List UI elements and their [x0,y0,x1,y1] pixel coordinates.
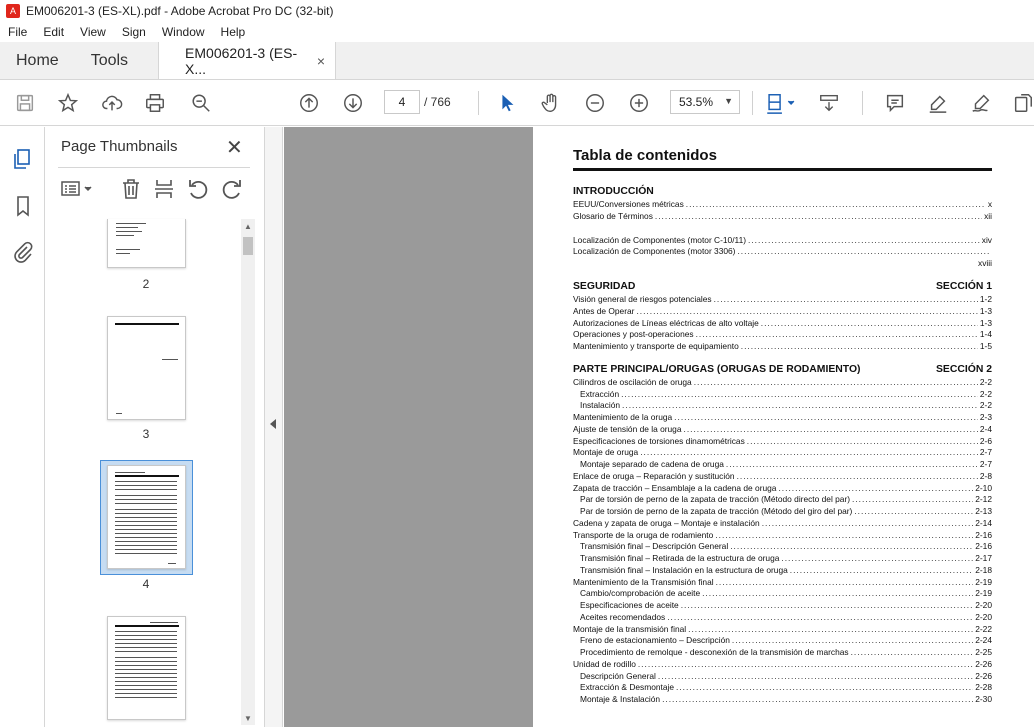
toc-leader-dots [696,329,978,339]
hand-icon[interactable] [538,90,564,116]
thumbnail-label-2: 2 [142,277,150,291]
toc-leader-dots [748,235,980,245]
toc-entry-text: Montaje de la transmisión final [573,623,687,634]
toc-entry[interactable] [573,671,992,683]
toc-page-number: 2-16 [975,541,992,552]
toc-entry[interactable] [573,494,992,506]
toc-entry[interactable] [573,600,992,612]
thumbnail-label-4: 4 [142,577,150,591]
toc-leader-dots [854,506,973,516]
toc-leader-dots [716,577,974,587]
toc-entry-text: Glosario de Términos [573,210,653,221]
zoom-level-select[interactable] [670,90,740,114]
toc-leader-dots [781,553,973,563]
thumbnails-scrollbar[interactable] [241,219,255,725]
menu-view[interactable]: View [80,25,106,39]
toc-page-number: 2-3 [979,412,992,422]
close-icon[interactable]: ✕ [226,137,243,159]
toc-page-number: 2-28 [975,682,992,693]
toc-heading-text: PARTE PRINCIPAL/ORUGAS (ORUGAS DE RODAMIENTO) [573,363,861,375]
toc-entry-page-continuation [573,258,992,270]
toc-entry-text: Procedimiento de remolque - desconexión de la transmisión de marchas [580,647,849,657]
toolbar-separator [862,91,863,115]
toc-entry[interactable] [573,436,992,448]
menu-bar [0,22,1034,42]
toc-leader-dots [715,530,973,540]
toc-leader-dots [737,471,978,481]
toc-entry[interactable] [573,412,992,424]
toc-leader-dots [778,483,973,493]
toc-page-number: 2-6 [979,435,992,446]
toc-entry[interactable] [573,541,992,553]
toc-entry[interactable] [573,318,992,330]
toc-entry-text: Par de torsión de perno de la zapata de tracción (Método directo del par) [580,494,851,505]
highlight-icon[interactable] [925,90,951,116]
tab-close-icon[interactable]: × [316,52,326,69]
sign-icon[interactable] [968,90,994,116]
toc-leader-dots [761,318,978,328]
toc-leader-dots [747,436,978,446]
toc-entry-text: Descripción General [580,670,656,681]
menu-help[interactable]: Help [220,25,246,39]
window-title: EM006201-3 (ES-XL).pdf - Adobe Acrobat Pro DC (32-bit) [26,4,334,18]
extract-pages-icon[interactable] [152,177,178,203]
toc-leader-dots [667,612,973,622]
toc-page-number: 2-20 [975,600,992,610]
toc-page-number: xii [984,210,992,221]
menu-window[interactable]: Window [161,25,205,39]
toc-leader-dots [737,246,990,256]
toc-page-number: 2-7 [979,447,992,458]
rotate-left-icon[interactable] [186,177,212,203]
toc-entry[interactable] [573,518,992,530]
toc-entry-text: EEUU/Conversiones métricas [573,199,684,209]
toc-entry[interactable] [573,483,992,495]
toc-entry-text: Mantenimiento y transporte de equipamiento [573,341,739,351]
toc-entry-text: Freno de estacionamiento – Descripción [580,635,730,646]
toc-page-number: 1-2 [979,294,992,304]
toc-page-number: 2-2 [979,388,992,399]
toc-entry[interactable] [573,377,992,389]
toc-entry-text: Zapata de tracción – Ensamblaje a la cadena de oruga [573,482,777,493]
title-bar [0,0,1034,22]
toolbar-separator [752,91,753,115]
toc-entry-text: Especificaciones de aceite [580,600,679,610]
toc-entry[interactable] [573,624,992,636]
toc-entry[interactable] [573,306,992,318]
chevron-left-icon [270,419,276,429]
panel-title: Page Thumbnails [61,138,178,155]
prev-page-icon[interactable] [296,90,322,116]
acrobat-logo-icon: A [6,4,20,18]
toc-entry[interactable] [573,199,992,211]
page-total-label: / 766 [424,95,451,109]
toc-entry-text: Operaciones y post-operaciones [573,329,694,340]
toc-leader-dots [732,635,973,645]
toc-page-number: 2-30 [975,694,992,704]
toc-page-number: 1-3 [979,317,992,328]
toc-section-number: SECCIÓN 2 [935,363,992,375]
toc-page-number: 2-25 [975,647,992,657]
toolbar-separator [478,91,479,115]
menu-edit[interactable]: Edit [43,25,65,39]
toc-entry[interactable] [573,294,992,306]
star-icon[interactable] [55,90,81,116]
toc-entry[interactable] [573,530,992,542]
panel-collapse-handle[interactable] [264,127,283,727]
page-number-input[interactable]: 4 [384,90,420,114]
toc-entry[interactable] [573,341,992,353]
toc-leader-dots [702,588,973,598]
thumbnail-page-3[interactable] [107,316,186,420]
tab-home[interactable]: Home [16,51,59,69]
toc-leader-dots [681,600,974,610]
toc-heading-text: INTRODUCCIÓN [573,186,654,197]
toc-entry-text: Transporte de la oruga de rodamiento [573,529,714,540]
thumbnail-page-2[interactable] [107,219,186,268]
thumbnail-page-4[interactable] [107,465,186,569]
toc-entry[interactable] [573,647,992,659]
toc-entry[interactable] [573,246,992,258]
toc-leader-dots [636,306,977,316]
scroll-up-icon[interactable]: ▲ [244,222,252,231]
scroll-mode-icon[interactable] [816,90,842,116]
toc-page-number: 2-8 [979,470,992,481]
tab-bar [0,42,1034,80]
toc-leader-dots [694,377,978,387]
tab-document[interactable] [158,42,336,79]
toc-entry-text: Unidad de rodillo [573,658,636,669]
chevron-down-icon: ▼ [724,96,733,106]
toc-page-number: 2-26 [975,670,992,681]
toc-entry[interactable] [573,612,992,624]
rotate-right-icon[interactable] [220,177,246,203]
toc-leader-dots [674,412,978,422]
delete-icon[interactable] [119,177,145,203]
toc-page-number: 2-24 [975,635,992,646]
toc-page-number: 2-2 [979,376,992,387]
toc-page-number: 2-19 [975,588,992,599]
thumbnail-options-icon[interactable] [60,177,96,203]
comment-icon[interactable] [882,90,908,116]
toc-entry[interactable] [573,682,992,694]
toc-entry[interactable] [573,471,992,483]
toc-entry[interactable] [573,694,992,706]
toc-section-heading [573,364,992,376]
toc-leader-dots [676,682,973,692]
toc-page-number: 2-10 [975,482,992,493]
toc-entry-text: Localización de Componentes (motor 3306) [573,246,736,257]
zoom-in-icon[interactable] [626,90,652,116]
toc-heading-text: SEGURIDAD [573,281,636,292]
save-icon[interactable] [12,90,38,116]
fit-page-icon[interactable] [762,90,800,116]
toc-page-number: 2-4 [979,423,992,434]
toc-entry-text: Montaje de oruga [573,447,639,458]
next-page-icon[interactable] [340,90,366,116]
toc-leader-dots [621,389,978,399]
toc-leader-dots [714,294,978,304]
toc-entry[interactable] [573,553,992,565]
toc-leader-dots [655,211,982,221]
print-icon[interactable] [142,90,168,116]
export-icon[interactable] [1010,90,1034,116]
navigation-rail [0,127,45,727]
toc-entry-text: Transmisión final – Descripción General [580,541,729,552]
toc-entry[interactable] [573,565,992,577]
toc-entry-text: Localización de Componentes (motor C-10/11) [573,234,747,245]
toc-entry-text: Cadena y zapata de oruga – Montaje e instalación [573,517,760,528]
thumbnail-toolbar [60,177,260,203]
toc-page-number: 2-20 [975,611,992,622]
upload-icon[interactable] [99,90,125,116]
toc-page-number: 2-22 [975,623,992,634]
toc-entry-text: Montaje separado de cadena de oruga [580,459,724,469]
toc-entry-text: Autorizaciones de Líneas eléctricas de alto voltaje [573,317,759,328]
toc-leader-dots [790,565,973,575]
toc-leader-dots [762,518,974,528]
toc-entry[interactable] [573,588,992,600]
toc-page-number: 2-13 [975,506,992,516]
toc-entry-text: Extracción & Desmontaje [580,682,675,693]
toc-entry[interactable] [573,424,992,436]
zoom-level-value: 53.5% [679,95,714,109]
toc-page-number: 2-17 [975,553,992,563]
toc-entry-text: Instalación [580,400,621,411]
toc-entry-text: Antes de Operar [573,305,635,316]
document-page [533,127,1034,727]
tab-tools[interactable]: Tools [90,51,129,69]
main-toolbar [0,80,1034,126]
toc-entry[interactable] [573,389,992,401]
scroll-down-icon[interactable]: ▼ [244,714,252,723]
thumbnail-page-5[interactable] [107,616,186,720]
toc-entry-text: Mantenimiento de la oruga [573,412,673,422]
bookmark-icon[interactable] [11,194,35,218]
toc-entry[interactable] [573,235,992,247]
toc-leader-dots [726,459,978,469]
toc-leader-dots [688,624,973,634]
toc-entry-text: Especificaciones de torsiones dinamométricas [573,435,745,446]
toc-page-number: 1-4 [979,329,992,340]
toc-page-number: 2-14 [975,517,992,528]
toc-entry-text: Par de torsión de perno de la zapata de tracción (Método del giro del par) [580,506,853,516]
toc-leader-dots [684,424,978,434]
toc-page-number: 2-2 [979,400,992,411]
toc-page-number: 2-16 [975,529,992,540]
toc-section-heading [573,186,992,198]
toc-entry-text: Transmisión final – Instalación en la estructura de oruga [580,564,788,575]
attachment-icon[interactable] [11,240,35,264]
toc-entry[interactable] [573,635,992,647]
toc-leader-dots [622,400,978,410]
toc-page-number: 2-18 [975,564,992,575]
toc-entry-text: Cilindros de oscilación de oruga [573,376,692,387]
thumbnail-label-3: 3 [142,427,150,441]
toc-entry-text: Extracción [580,388,620,399]
scrollbar-thumb[interactable] [243,237,253,255]
toc-entry[interactable] [573,400,992,412]
toc-entry-text: Mantenimiento de la Transmisión final [573,576,714,587]
toc-page-number: xviii [978,258,992,268]
toc-entry-text: Transmisión final – Retirada de la estructura de oruga [580,553,780,563]
toc-entry-text: Visión general de riesgos potenciales [573,294,712,304]
toc-entry[interactable] [573,459,992,471]
heading-rule [573,168,992,171]
toc-entry-text: Enlace de oruga – Reparación y sustitución [573,470,735,481]
document-viewer[interactable] [284,127,1034,727]
toc-page-number: 2-12 [975,494,992,505]
toc-page-number: xiv [981,234,992,245]
toc-leader-dots [851,647,974,657]
toc-entry-text: Cambio/comprobación de aceite [580,588,701,599]
toc-section-heading [573,281,992,293]
toc-entry[interactable] [573,211,992,223]
toc-entry[interactable] [573,329,992,341]
page-heading: Tabla de contenidos [573,147,717,164]
toc-leader-dots [730,541,973,551]
toc-leader-dots [662,694,973,704]
toc-entry-text: Ajuste de tensión de la oruga [573,423,682,434]
toc-page-number: 2-19 [975,576,992,587]
toc-page-number: x [987,199,992,209]
toc-page-number: 2-7 [979,459,992,469]
page-thumbnails-icon[interactable] [11,147,35,171]
select-pointer-icon[interactable] [494,90,520,116]
toc-entry[interactable] [573,659,992,671]
toc-page-number: 1-3 [979,305,992,316]
toc-page-number: 1-5 [979,341,992,351]
panel-divider [58,167,250,168]
toc-page-number: 2-26 [975,658,992,669]
tab-document-label: EM006201-3 (ES-X... [185,44,298,77]
toc-entry-text: Aceites recomendados [580,611,666,622]
toc-leader-dots [686,199,986,209]
toc-leader-dots [658,671,973,681]
toc-entry-text: Montaje & Instalación [580,694,661,704]
toc-entry[interactable] [573,447,992,459]
menu-file[interactable]: File [8,25,28,39]
toc-leader-dots [741,341,978,351]
zoom-out-icon[interactable] [582,90,608,116]
toc-section-number: SECCIÓN 1 [935,281,992,292]
menu-sign[interactable]: Sign [121,25,146,39]
toc-entry[interactable] [573,506,992,518]
toc-leader-dots [852,494,973,504]
thumbnails-panel [46,127,264,727]
toc-leader-dots [638,659,973,669]
toc-entry[interactable] [573,577,992,589]
toc-leader-dots [640,447,978,457]
zoom-search-icon[interactable] [188,90,214,116]
